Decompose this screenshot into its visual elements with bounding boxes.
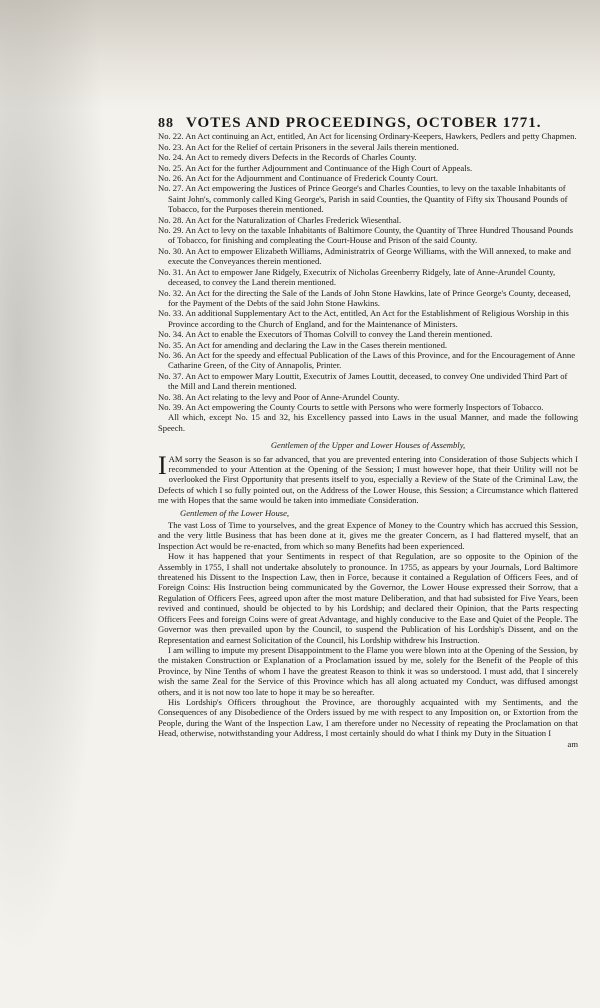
- page-number: 88: [158, 116, 174, 131]
- act-item: No. 37. An Act to empower Mary Louttit, Executrix of James Louttit, deceased, to convey One undivided Third Part of the Mill and Land therein mentioned.: [158, 370, 568, 392]
- act-item: No. 25. An Act for the further Adjournment and Continuance of the High Court of Appeals.: [158, 162, 473, 173]
- salutation-both-houses: Gentlemen of the Upper and Lower Houses of Assembly,: [270, 440, 466, 451]
- act-item: No. 23. An Act for the Relief of certain Prisoners in the several Jails therein mentioned.: [158, 141, 459, 152]
- act-item: No. 36. An Act for the speedy and effectual Publication of the Laws of this Province, and for the Encouragement of Anne Catharine Green, of the City of Annapolis, Printer.: [158, 349, 576, 371]
- document-page: [158, 115, 578, 749]
- act-item: No. 24. An Act to remedy divers Defects in the Records of Charles County.: [158, 152, 417, 163]
- act-item: No. 32. An Act for the directing the Sale of the Lands of John Stone Hawkins, late of Prince George's County, deceased, for the Payment of the Debts of the said John Stone Hawkins.: [158, 287, 571, 308]
- page-header: [158, 115, 578, 131]
- act-item: No. 27. An Act empowering the Justices of Prince George's and Charles Counties, to levy on the taxable Inhabitants of Saint John's, commonly called King George's, Parish in said Counties, the Quantity of Fifty six Thousand Pounds of Tobacco, for the Purposes therein mentioned.: [158, 183, 568, 215]
- act-item: No. 26. An Act for the Adjournment and Continuance of Frederick County Court.: [158, 173, 438, 184]
- speech-paragraph: I am willing to impute my present Disappointment to the Flame you were blown into at the Opening of the Session, by the mistaken Construction or Explanation of a Proclamation issued by me, solely for the Benefit of the People of this Province, by Nine Tenths of whom I have the greatest Reason to think it was so understood. I must add, that I sincerely wish the same Zeal for the Service of this Province which has all along actuated my Conduct, was diffused amongst others, and it is not now too late to hope it may be so hereafter.: [158, 644, 578, 697]
- act-item: No. 38. An Act relating to the levy and Poor of Anne-Arundel County.: [158, 391, 400, 402]
- act-item: No. 31. An Act to empower Jane Ridgely, Executrix of Nicholas Greenberry Ridgely, late of Anne-Arundel County, deceased, to convey the Land therein mentioned.: [158, 266, 556, 288]
- act-item: No. 30. An Act to empower Elizabeth Williams, Administratrix of George Williams, with the Will annexed, to make and execute the Conveyances therein mentioned.: [158, 245, 571, 267]
- paper-damage-left: [0, 0, 120, 1008]
- act-item: No. 28. An Act for the Naturalization of Charles Frederick Wiesenthal.: [158, 214, 402, 225]
- act-item: No. 35. An Act for amending and declaring the Law in the Cases therein mentioned.: [158, 339, 448, 350]
- speech-paragraph: IAM sorry the Season is so far advanced, that you are prevented entering into Consideration of those Subjects which I recommended to your Attention at the Opening of the Session; I must however hope, that their Utility will not be overlooked the First Opportunity that presents itself to you, especially a Review of the State of the Criminal Law, the Defects of which I so fully pointed out, on the Address of the Lower House, this Session; a Circumstance which flattered me with Hopes that the same would be taken into immediate Consideration.: [158, 450, 578, 506]
- acts-list: [158, 131, 578, 412]
- speech-paragraph: The vast Loss of Time to yourselves, and the great Expence of Money to the Country which has accrued this Session, and the very little Business that has been done at it, gives me the greater Concern, as I had flattered myself, that an Inspection Act would be re-enacted, from which so many Benefits had been experienced.: [158, 520, 578, 551]
- act-item: No. 39. An Act empowering the County Courts to settle with Persons who were formerly Inspectors of Tobacco.: [158, 401, 544, 412]
- salutation-lower-house: Gentlemen of the Lower House,: [180, 507, 290, 518]
- passed-note: All which, except No. 15 and 32, his Excellency passed into Laws in the usual Manner, and made the following Speech.: [158, 412, 578, 433]
- act-item: No. 34. An Act to enable the Executors of Thomas Colvill to convey the Land therein mentioned.: [158, 329, 493, 340]
- page-title: VOTES AND PROCEEDINGS, OCTOBER 1771.: [186, 115, 542, 131]
- catchword: am: [567, 738, 578, 749]
- act-item: No. 33. An additional Supplementary Act to the Act, entitled, An Act for the Establishment of Religious Worship in this Province according to the Church of England, and for the Maintenance of Ministers.: [158, 308, 569, 329]
- speech-paragraph: How it has happened that your Sentiments in respect of that Regulation, are so opposite to the Opinion of the Assembly in 1755, I shall not undertake absolutely to pronounce. In 1755, as appears by your Journals, Lord Baltimore threatened his Dissent to the Inspection Law, then in Force, because it contained a Regulation of Officers Fees, and of Foreign Coins: His Instruction being communicated by the Governor, the Lower House expressed their Sorrow, that a Regulation of Officers Fees, agreed upon after the most mature Deliberation, and that had subsisted for Five Years, been revived and continued, should be objected to by his Lordship; and declared their Opinion, that the Parts respecting Officers Fees and foreign Coins were of great Advantage, and highly conducive to the Ease and Quiet of the People. The Governor was then prevailed upon by the Council, to suspend the Publication of his Lordship's Dissent, and on the Representation and earnest Solicitation of the Council, his Lordship withdrew his Instruction.: [158, 551, 578, 645]
- act-item: No. 29. An Act to levy on the taxable Inhabitants of Baltimore County, the Quantity of Three Hundred Thousand Pounds of Tobacco, for finishing and compleating the Court-House and Prison of the said County.: [158, 225, 573, 246]
- speech-paragraph: His Lordship's Officers throughout the Province, are thoroughly acquainted with my Sentiments, and the Consequences of any Disobedience of the Orders issued by me with respect to any Imposition on, or Extortion from the People, during the Want of the Inspection Law, I am therefore under no Necessity of repeating the Proclamation on that Head, otherwise, notwithstanding your Address, I most certainly should do what I think my Duty in the Situation I: [158, 696, 578, 739]
- drop-cap: I: [158, 450, 167, 480]
- act-item: No. 22. An Act continuing an Act, entitled, An Act for licensing Ordinary-Keepers, Hawkers, Pedlers and petty Chapmen.: [158, 131, 577, 142]
